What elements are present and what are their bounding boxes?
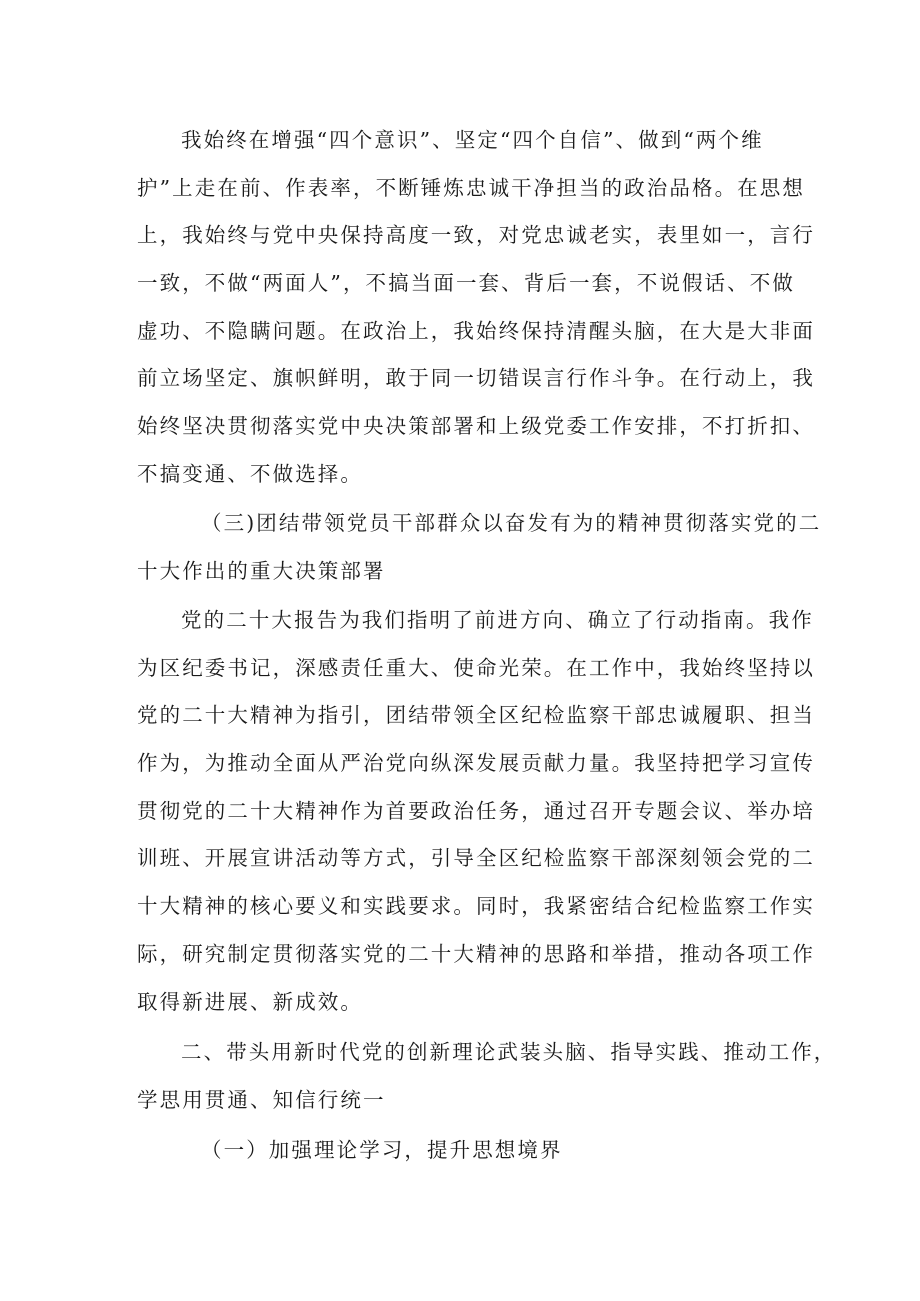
section-heading-3: [137, 500, 822, 595]
heading-line: 二、带头用新时代党的创新理论武装头脑、指导实践、推动工作，: [181, 1040, 837, 1064]
text-line: 党的二十大精神为指引，团结带领全区纪检监察干部忠诚履职、担当: [137, 703, 815, 728]
text-line: 十大精神的核心要义和实践要求。同时，我紧密结合纪检监察工作实: [137, 894, 815, 919]
text-line: 为区纪委书记，深感责任重大、使命光荣。在工作中，我始终坚持以: [137, 655, 815, 680]
text-line: 取得新进展、新成效。: [137, 989, 363, 1014]
text-line: 虚功、不隐瞒问题。在政治上，我始终保持清醒头脑，在大是大非面: [137, 318, 815, 343]
text-line: 上，我始终与党中央保持高度一致，对党忠诚老实，表里如一，言行: [137, 223, 815, 248]
heading-line: 十大作出的重大决策部署: [137, 558, 386, 583]
text-line: 前立场坚定、旗帜鲜明，敢于同一切错误言行作斗争。在行动上，我: [137, 366, 815, 391]
text-line: 始终坚决贯彻落实党中央决策部署和上级党委工作安排，不打折扣、: [137, 414, 815, 439]
heading-line: （三)团结带领党员干部群众以奋发有为的精神贯彻落实党的二: [201, 511, 822, 535]
heading-line: 学思用贯通、知信行统一: [137, 1087, 386, 1112]
text-line: 我始终在增强“四个意识”、坚定“四个自信”、做到“两个维: [181, 128, 764, 152]
text-line: 贯彻党的二十大精神作为首要政治任务，通过召开专题会议、举办培: [137, 798, 815, 823]
subsection-heading-1: [137, 1127, 797, 1175]
heading-line: （一）加强理论学习，提升思想境界: [201, 1138, 563, 1162]
text-line: 党的二十大报告为我们指明了前进方向、确立了行动指南。我作: [181, 608, 814, 632]
text-line: 际，研究制定贯彻落实党的二十大精神的思路和举措，推动各项工作: [137, 941, 815, 966]
text-line: 护”上走在前、作表率，不断锤炼忠诚干净担当的政治品格。在思想: [137, 175, 805, 200]
text-line: 不搞变通、不做选择。: [137, 461, 363, 486]
text-line: 一致，不做“两面人”，不搞当面一套、背后一套，不说假话、不做: [137, 271, 795, 296]
paragraph-twentieth-congress: [137, 597, 815, 1026]
paragraph-political-loyalty: [137, 117, 815, 499]
text-line: 训班、开展宣讲活动等方式，引导全区纪检监察干部深刻领会党的二: [137, 846, 815, 871]
section-heading-2: [137, 1029, 837, 1124]
text-line: 作为，为推动全面从严治党向纵深发展贡献力量。我坚持把学习宣传: [137, 751, 815, 776]
